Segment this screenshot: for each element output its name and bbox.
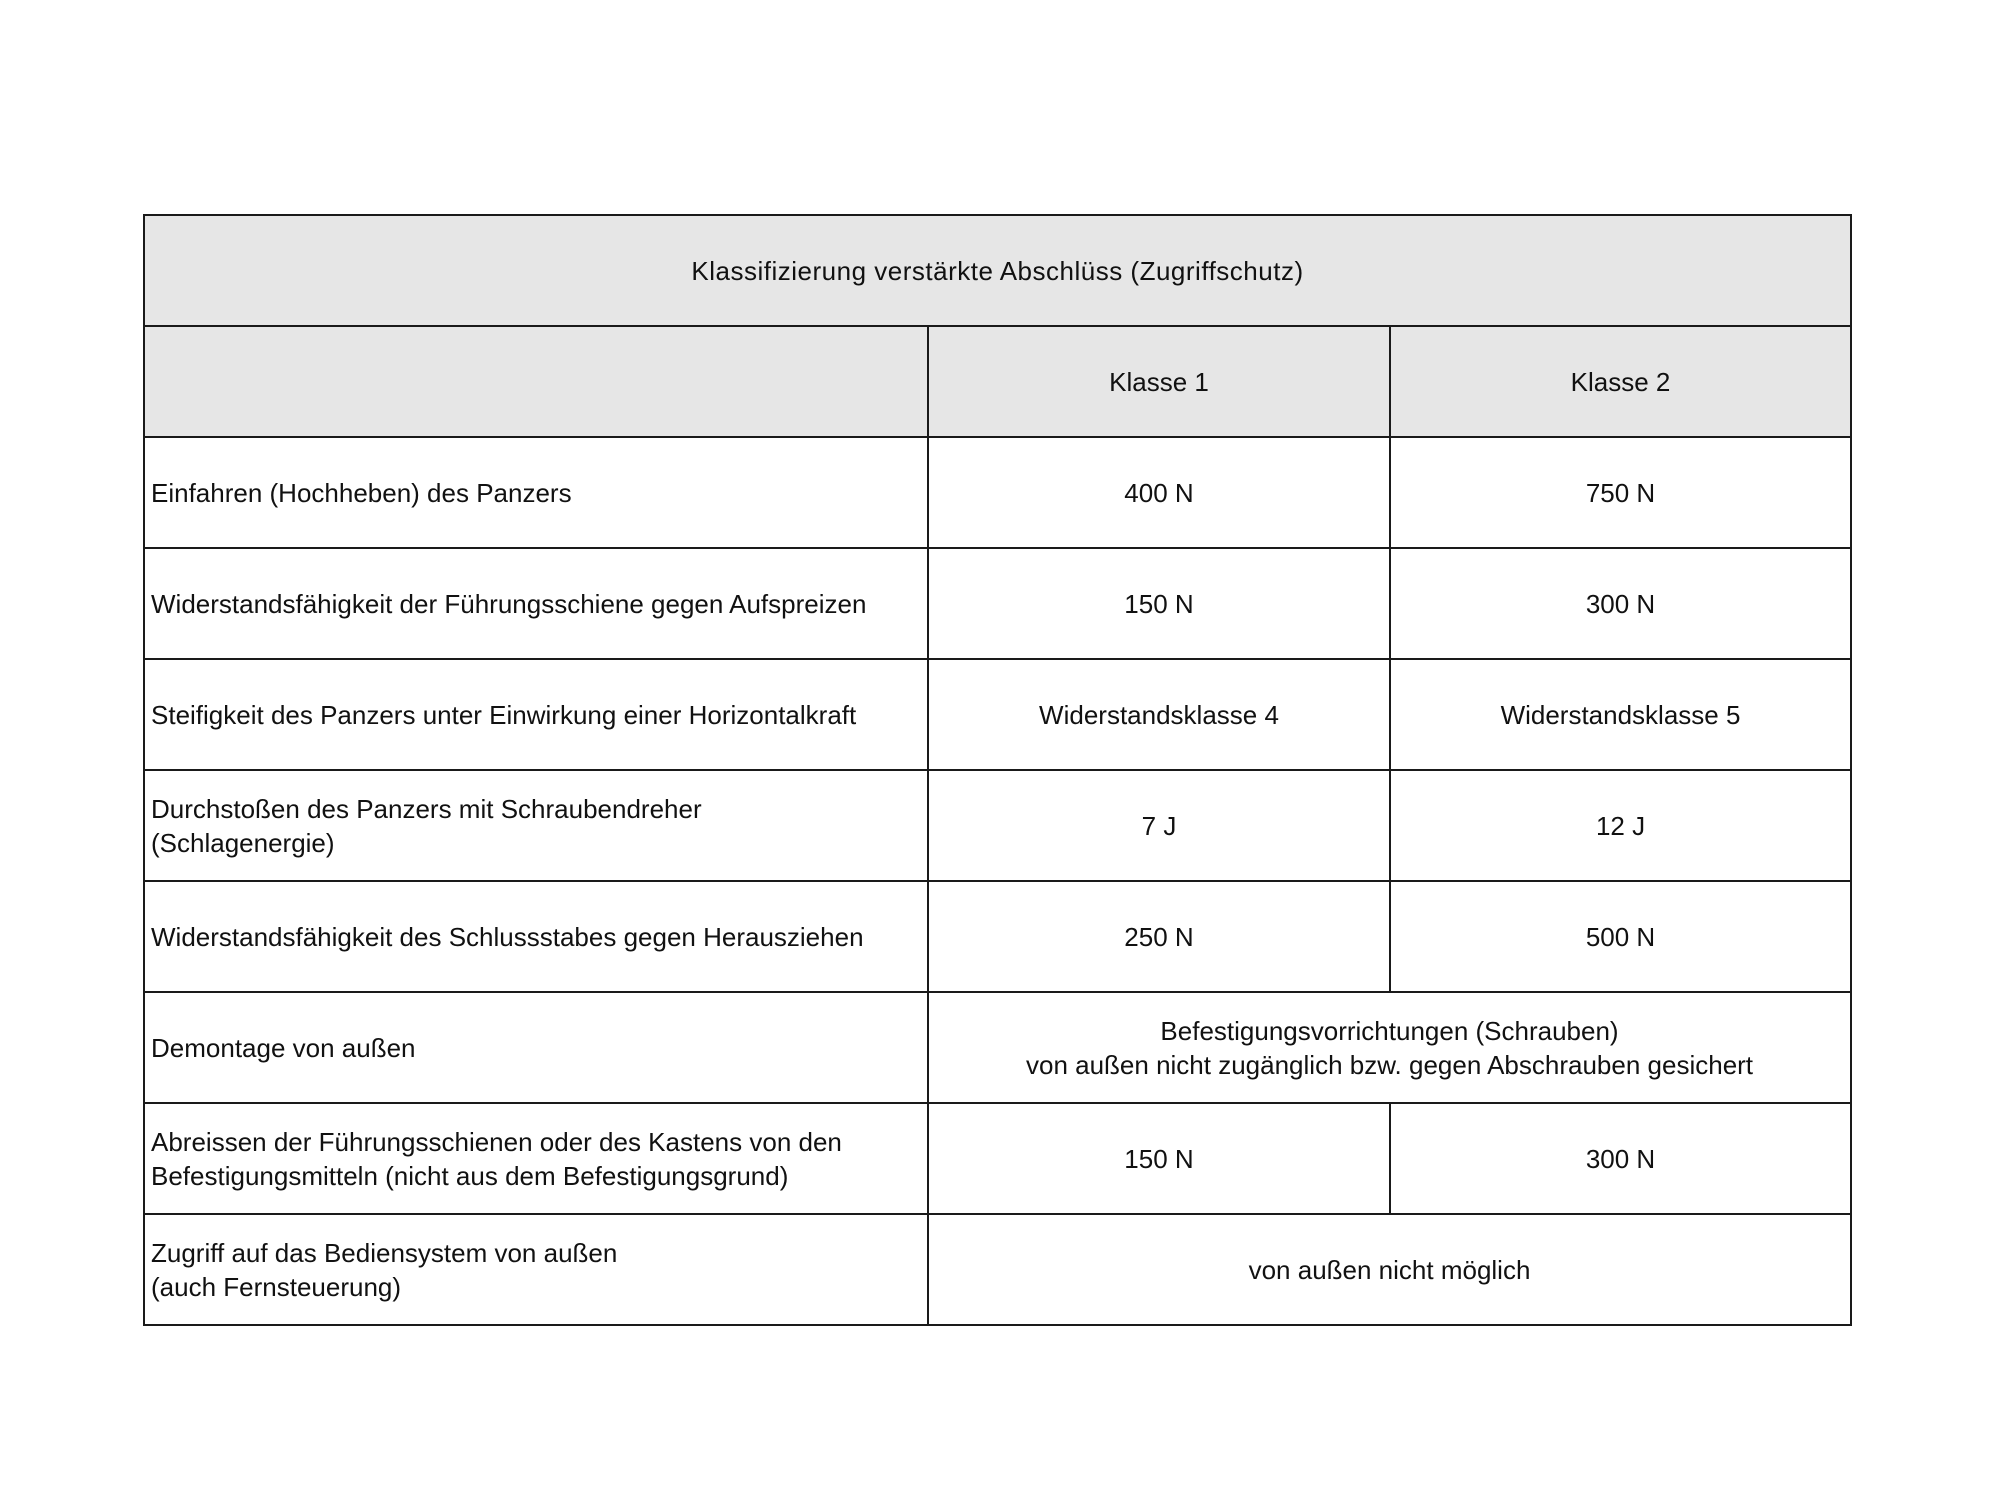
title-row xyxy=(144,215,1851,326)
table-row xyxy=(144,770,1851,881)
value-merged: von außen nicht möglich xyxy=(928,1214,1851,1325)
value-klasse-1: 7 J xyxy=(928,770,1390,881)
value-klasse-1: 400 N xyxy=(928,437,1390,548)
row-label: Zugriff auf das Bediensystem von außen (auch Fernsteuerung) xyxy=(144,1214,928,1325)
value-klasse-2: 500 N xyxy=(1390,881,1851,992)
table-row xyxy=(144,1103,1851,1214)
value-klasse-2: 300 N xyxy=(1390,548,1851,659)
header-empty xyxy=(144,326,928,437)
value-klasse-2: Widerstandsklasse 5 xyxy=(1390,659,1851,770)
row-label: Widerstandsfähigkeit der Führungsschiene gegen Aufspreizen xyxy=(144,548,928,659)
table-row xyxy=(144,659,1851,770)
row-label: Durchstoßen des Panzers mit Schraubendreher (Schlagenergie) xyxy=(144,770,928,881)
row-label: Demontage von außen xyxy=(144,992,928,1103)
value-klasse-2: 300 N xyxy=(1390,1103,1851,1214)
classification-table xyxy=(143,214,1852,1326)
table-row xyxy=(144,437,1851,548)
value-klasse-1: 250 N xyxy=(928,881,1390,992)
table-row xyxy=(144,548,1851,659)
table-row xyxy=(144,992,1851,1103)
row-label: Einfahren (Hochheben) des Panzers xyxy=(144,437,928,548)
header-klasse-1: Klasse 1 xyxy=(928,326,1390,437)
table-title: Klassifizierung verstärkte Abschlüss (Zugriffschutz) xyxy=(144,215,1851,326)
row-label: Steifigkeit des Panzers unter Einwirkung einer Horizontalkraft xyxy=(144,659,928,770)
value-klasse-2: 12 J xyxy=(1390,770,1851,881)
table-row xyxy=(144,881,1851,992)
value-merged: Befestigungsvorrichtungen (Schrauben) von außen nicht zugänglich bzw. gegen Abschrauben gesichert xyxy=(928,992,1851,1103)
table-row xyxy=(144,1214,1851,1325)
value-klasse-1: Widerstandsklasse 4 xyxy=(928,659,1390,770)
value-klasse-2: 750 N xyxy=(1390,437,1851,548)
row-label: Abreissen der Führungsschienen oder des Kastens von den Befestigungsmitteln (nicht aus dem Befestigungsgrund) xyxy=(144,1103,928,1214)
row-label: Widerstandsfähigkeit des Schlussstabes gegen Herausziehen xyxy=(144,881,928,992)
value-klasse-1: 150 N xyxy=(928,548,1390,659)
value-klasse-1: 150 N xyxy=(928,1103,1390,1214)
header-klasse-2: Klasse 2 xyxy=(1390,326,1851,437)
header-row xyxy=(144,326,1851,437)
